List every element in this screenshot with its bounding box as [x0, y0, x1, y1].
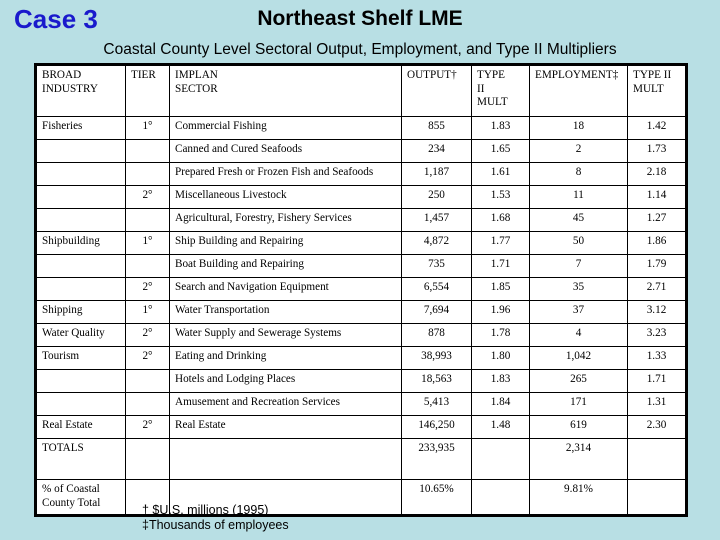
cell-totals-label: TOTALS	[36, 439, 126, 480]
table-row	[36, 324, 687, 347]
cell-type2-emp-mult: 2.71	[628, 278, 687, 301]
cell-tier: 1°	[126, 301, 170, 324]
cell-type2-output-mult: 1.83	[472, 117, 530, 140]
cell-type2-output-mult: 1.68	[472, 209, 530, 232]
table-row	[36, 370, 687, 393]
cell-type2-output-mult: 1.80	[472, 347, 530, 370]
cell-type2-output-mult: 1.48	[472, 416, 530, 439]
cell-percent-employment: 9.81%	[530, 480, 628, 516]
implan-sector-line1: IMPLAN	[175, 69, 218, 81]
cell-broad-industry: Shipping	[36, 301, 126, 324]
table-row	[36, 393, 687, 416]
cell-type2-emp-mult: 1.71	[628, 370, 687, 393]
col-header-employment: EMPLOYMENT‡	[530, 65, 628, 117]
col-header-output: OUTPUT†	[402, 65, 472, 117]
cell-output: 7,694	[402, 301, 472, 324]
cell-tier: 1°	[126, 232, 170, 255]
cell-type2-emp-mult: 3.23	[628, 324, 687, 347]
cell-output: 1,187	[402, 163, 472, 186]
cell-implan-sector: Prepared Fresh or Frozen Fish and Seafoods	[170, 163, 402, 186]
cell-type2-output-mult: 1.77	[472, 232, 530, 255]
cell-output: 855	[402, 117, 472, 140]
footnotes	[142, 503, 289, 533]
cell-output: 1,457	[402, 209, 472, 232]
cell-employment: 171	[530, 393, 628, 416]
cell-tier	[126, 255, 170, 278]
cell-percent-label	[36, 480, 126, 516]
cell-broad-industry	[36, 393, 126, 416]
col-header-tier: TIER	[126, 65, 170, 117]
cell-type2-output-mult: 1.85	[472, 278, 530, 301]
implan-sector-line2: SECTOR	[175, 82, 218, 95]
cell-totals-tier	[126, 439, 170, 480]
cell-employment: 619	[530, 416, 628, 439]
cell-output: 5,413	[402, 393, 472, 416]
cell-type2-output-mult: 1.78	[472, 324, 530, 347]
cell-employment: 1,042	[530, 347, 628, 370]
cell-totals-type2-emp-mult	[628, 439, 687, 480]
type2-output-line1: TYPE	[477, 69, 505, 81]
cell-type2-emp-mult: 1.79	[628, 255, 687, 278]
table-header-row	[36, 65, 687, 117]
cell-implan-sector: Agricultural, Forestry, Fishery Services	[170, 209, 402, 232]
cell-implan-sector: Search and Navigation Equipment	[170, 278, 402, 301]
cell-tier: 2°	[126, 416, 170, 439]
page-title: Northeast Shelf LME	[257, 7, 463, 30]
percent-label-line2: County Total	[42, 496, 101, 509]
table-row	[36, 278, 687, 301]
cell-totals-sector	[170, 439, 402, 480]
cell-tier: 2°	[126, 347, 170, 370]
broad-industry-line2: INDUSTRY	[42, 82, 98, 95]
footnote-employment-units: ‡Thousands of employees	[142, 518, 289, 532]
cell-totals-type2-output-mult	[472, 439, 530, 480]
cell-implan-sector: Real Estate	[170, 416, 402, 439]
cell-broad-industry: Shipbuilding	[36, 232, 126, 255]
cell-totals-employment: 2,314	[530, 439, 628, 480]
cell-totals-output: 233,935	[402, 439, 472, 480]
cell-employment: 265	[530, 370, 628, 393]
cell-implan-sector: Ship Building and Repairing	[170, 232, 402, 255]
cell-implan-sector: Water Supply and Sewerage Systems	[170, 324, 402, 347]
cell-employment: 18	[530, 117, 628, 140]
table-row	[36, 186, 687, 209]
cell-employment: 50	[530, 232, 628, 255]
cell-type2-emp-mult: 1.86	[628, 232, 687, 255]
cell-type2-emp-mult: 1.42	[628, 117, 687, 140]
cell-broad-industry: Water Quality	[36, 324, 126, 347]
cell-implan-sector: Commercial Fishing	[170, 117, 402, 140]
table-row	[36, 140, 687, 163]
table-row	[36, 301, 687, 324]
page-subtitle: Coastal County Level Sectoral Output, Employment, and Type II Multipliers	[103, 41, 617, 58]
type2-emp-line1: TYPE II	[633, 69, 672, 81]
table-row	[36, 347, 687, 370]
cell-type2-emp-mult: 1.73	[628, 140, 687, 163]
type2-output-line2: II	[477, 82, 485, 95]
cell-employment: 2	[530, 140, 628, 163]
cell-broad-industry	[36, 370, 126, 393]
cell-broad-industry: Tourism	[36, 347, 126, 370]
cell-broad-industry: Real Estate	[36, 416, 126, 439]
cell-employment: 35	[530, 278, 628, 301]
cell-type2-emp-mult: 1.31	[628, 393, 687, 416]
type2-emp-line2: MULT	[633, 82, 664, 95]
cell-broad-industry	[36, 186, 126, 209]
cell-type2-emp-mult: 2.30	[628, 416, 687, 439]
cell-type2-emp-mult: 1.14	[628, 186, 687, 209]
broad-industry-line1: BROAD	[42, 69, 82, 81]
cell-implan-sector: Canned and Cured Seafoods	[170, 140, 402, 163]
table-row	[36, 163, 687, 186]
cell-type2-emp-mult: 1.27	[628, 209, 687, 232]
cell-output: 735	[402, 255, 472, 278]
type2-output-line3: MULT	[477, 96, 508, 108]
cell-tier	[126, 370, 170, 393]
cell-output: 146,250	[402, 416, 472, 439]
cell-implan-sector: Boat Building and Repairing	[170, 255, 402, 278]
cell-tier	[126, 163, 170, 186]
cell-percent-output: 10.65%	[402, 480, 472, 516]
col-header-type2-emp-mult	[628, 65, 687, 117]
table-row	[36, 416, 687, 439]
totals-row	[36, 439, 687, 480]
col-header-implan-sector	[170, 65, 402, 117]
cell-output: 878	[402, 324, 472, 347]
cell-tier: 2°	[126, 278, 170, 301]
cell-output: 18,563	[402, 370, 472, 393]
cell-output: 234	[402, 140, 472, 163]
col-header-type2-output-mult	[472, 65, 530, 117]
cell-implan-sector: Hotels and Lodging Places	[170, 370, 402, 393]
cell-employment: 37	[530, 301, 628, 324]
cell-percent-type2-output-mult	[472, 480, 530, 516]
cell-broad-industry	[36, 140, 126, 163]
table-row	[36, 255, 687, 278]
cell-type2-output-mult: 1.83	[472, 370, 530, 393]
table-row	[36, 117, 687, 140]
cell-employment: 4	[530, 324, 628, 347]
table-row	[36, 209, 687, 232]
cell-output: 4,872	[402, 232, 472, 255]
sectoral-multipliers-table	[34, 63, 688, 517]
cell-broad-industry	[36, 255, 126, 278]
cell-employment: 11	[530, 186, 628, 209]
col-header-broad-industry	[36, 65, 126, 117]
cell-type2-output-mult: 1.84	[472, 393, 530, 416]
cell-tier: 2°	[126, 324, 170, 347]
cell-output: 250	[402, 186, 472, 209]
cell-broad-industry	[36, 278, 126, 301]
cell-tier	[126, 209, 170, 232]
cell-percent-type2-emp-mult	[628, 480, 687, 516]
cell-broad-industry	[36, 209, 126, 232]
cell-tier	[126, 393, 170, 416]
cell-implan-sector: Miscellaneous Livestock	[170, 186, 402, 209]
cell-output: 38,993	[402, 347, 472, 370]
cell-type2-output-mult: 1.53	[472, 186, 530, 209]
footnote-output-units: † $U.S. millions (1995)	[142, 503, 269, 517]
cell-broad-industry	[36, 163, 126, 186]
cell-broad-industry: Fisheries	[36, 117, 126, 140]
percent-label-line1: % of Coastal	[42, 483, 100, 495]
cell-implan-sector: Water Transportation	[170, 301, 402, 324]
data-table-container	[34, 63, 685, 517]
cell-type2-emp-mult: 1.33	[628, 347, 687, 370]
cell-type2-output-mult: 1.96	[472, 301, 530, 324]
cell-type2-emp-mult: 3.12	[628, 301, 687, 324]
cell-employment: 7	[530, 255, 628, 278]
cell-implan-sector: Eating and Drinking	[170, 347, 402, 370]
cell-implan-sector: Amusement and Recreation Services	[170, 393, 402, 416]
cell-type2-output-mult: 1.71	[472, 255, 530, 278]
cell-type2-emp-mult: 2.18	[628, 163, 687, 186]
cell-type2-output-mult: 1.61	[472, 163, 530, 186]
case-label: Case 3	[14, 4, 98, 34]
cell-output: 6,554	[402, 278, 472, 301]
cell-employment: 8	[530, 163, 628, 186]
cell-tier	[126, 140, 170, 163]
cell-type2-output-mult: 1.65	[472, 140, 530, 163]
percent-of-total-row	[36, 480, 687, 516]
cell-employment: 45	[530, 209, 628, 232]
cell-tier: 1°	[126, 117, 170, 140]
cell-tier: 2°	[126, 186, 170, 209]
table-row	[36, 232, 687, 255]
table-body	[36, 117, 687, 516]
